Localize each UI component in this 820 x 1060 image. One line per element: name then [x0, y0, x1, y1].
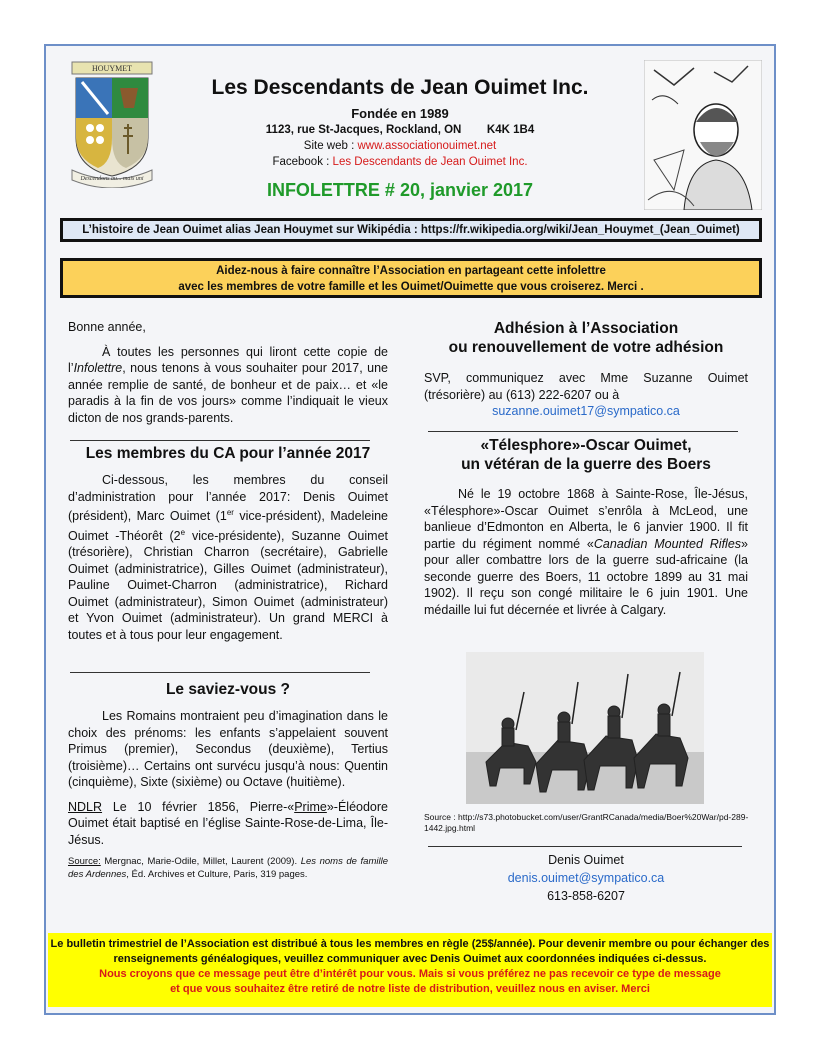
signature-phone: 613-858-6207 — [547, 889, 625, 903]
ca-text-b: vice-président), Madeleine Ouimet -Théorêt (2 — [68, 509, 388, 543]
signature-email-link[interactable]: denis.ouimet@sympatico.ca — [507, 871, 665, 885]
footer-notice — [48, 933, 772, 1007]
intro-paragraph — [68, 344, 388, 427]
facebook-label: Facebook : — [272, 156, 333, 168]
ndlr-label: NDLR — [68, 799, 103, 814]
ndlr-prime: Prime — [294, 799, 327, 814]
oscar-regiment: Canadian Mounted Rifles — [593, 536, 742, 551]
footer-unsubscribe-line-2: et que vous souhaitez être retiré de notre liste de distribution, veuillez nous en aviser. Merci — [170, 983, 650, 995]
ndlr-text-b: »-Éléodore Ouimet était baptisé en l’église Sainte-Rose-de-Lima, Île-Jésus. — [68, 799, 388, 847]
adhesion-heading-line-2: ou renouvellement de votre adhésion — [448, 339, 724, 356]
ca-paragraph — [68, 472, 388, 643]
footer-membership-text: Le bulletin trimestriel de l’Association est distribué à tous les membres en règle (25$/année). Pour devenir membre ou pour échanger des renseignements généalogiques, veuillez communiquer avec Denis Ouimet aux coordonnées indiquées ci-dessus. — [50, 938, 770, 965]
facebook-link[interactable]: Les Descendants de Jean Ouimet Inc. — [332, 156, 528, 168]
ca-text-c: vice-présidente), Suzanne Ouimet (trésorière), Christian Charron (secrétaire), Gabrielle Ouimet (administratrice), Gilles Ouimet (administrateur), Pauline Ouimet-Charron (administratrice), Richard Ouimet (administrateur), Simon Ouimet (administrateur) et Yvon Ouimet (administrateur). Un grand MERCI à toutes et à tous pour leur engagement. — [68, 528, 388, 642]
oscar-section — [424, 486, 748, 618]
ca-sup-1: er — [226, 508, 234, 517]
website-label: Site web : — [303, 140, 358, 152]
portrait-drawing — [644, 60, 762, 210]
svg-text:Descendons au... mais uni: Descendons au... mais uni — [80, 176, 144, 182]
source-title: Les noms de famille des Ardennes — [68, 856, 388, 880]
footer-unsubscribe-line-1: Nous croyons que ce message peut être d’intérêt pour vous. Mais si vous préférez ne pas recevoir ce type de message — [99, 968, 721, 980]
ndlr-paragraph — [68, 799, 388, 849]
ca-heading: Les membres du CA pour l’année 2017 — [85, 445, 371, 462]
facebook-line — [160, 156, 640, 168]
oscar-heading-line-1: «Télesphore»-Oscar Ouimet, — [480, 437, 692, 454]
oscar-text-b: » pour aller combattre lors de la guerre sud-africaine (la seconde guerre des Boers, 11 octobre 1899 au 31 mai 1902). Il reçu son congé militaire le 6 juin 1901. Une médaille lui fut décernée et livrée à Calgary. — [424, 536, 748, 617]
share-line-1: Aidez-nous à faire connaître l’Association en partageant cette infolettre — [216, 265, 606, 277]
divider — [70, 440, 370, 441]
divider — [70, 672, 370, 673]
saviez-section — [68, 708, 388, 881]
signature-name: Denis Ouimet — [548, 853, 624, 867]
intro-text-b: , nous tenons à vous souhaiter pour 2017, une année remplie de santé, de bonheur et de paix… et «le paradis à la fin de vos jours» comme l’indiquait le vieux dicton de nos grands-parents. — [68, 361, 388, 425]
intro-emphasis: Infolettre — [73, 361, 123, 375]
oscar-text-a: Né le 19 octobre 1868 à Sainte-Rose, Île-Jésus, «Télesphore»-Oscar Ouimet s’enrôla à McLeod, une banlieue d’Edmonton en Alberta, le 6 janvier 1900. Il fit partie du régiment nommé « — [424, 487, 748, 551]
website-line — [160, 140, 640, 152]
saviez-heading: Le saviez-vous ? — [165, 681, 291, 698]
wikipedia-banner[interactable]: L’histoire de Jean Ouimet alias Jean Houymet sur Wikipédia : https://fr.wikipedia.org/wiki/Jean_Houymet_(Jean_Ouimet) — [60, 218, 762, 242]
ca-text-a: Ci-dessous, les membres du conseil d’administration pour l’année 2017: Denis Ouimet (président), Marc Ouimet (1 — [68, 473, 388, 524]
signature-block — [424, 851, 748, 905]
greeting: Bonne année, — [68, 320, 146, 334]
ca-sup-2: e — [180, 527, 186, 537]
greeting-section — [68, 319, 388, 426]
adhesion-heading — [424, 319, 748, 357]
source-text-b: , Éd. Archives et Culture, Paris, 319 pages. — [126, 868, 308, 880]
saviez-paragraph: Les Romains montraient peu d’imagination dans le choix des prénoms: les enfants s’appelaient souvent Primus (premier), Secondus (deuxième), Tertius (troisième)… Certains ont survécu jusqu’à nous: Quentin (cinquième), Sixte (sixième) ou Octave (huitième). — [68, 709, 388, 789]
address: 1123, rue St-Jacques, Rockland, ON K4K 1B4 — [265, 124, 535, 136]
adhesion-section — [424, 370, 748, 420]
source-text-a: Mergnac, Marie-Odile, Millet, Laurent (2009). — [100, 856, 301, 867]
oscar-paragraph — [424, 486, 748, 618]
source-label: Source: — [68, 856, 101, 867]
svg-text:HOUYMET: HOUYMET — [92, 64, 132, 73]
divider — [428, 431, 738, 432]
divider — [428, 846, 742, 847]
coat-of-arms-logo — [68, 58, 156, 188]
organization-title: Les Descendants de Jean Ouimet Inc. — [211, 76, 589, 99]
ca-section — [68, 472, 388, 643]
photo-source: Source : http://s73.photobucket.com/user/GrantRCanada/media/Boer%20War/pd-289-1442.jpg.html — [424, 812, 749, 833]
treasurer-email-link[interactable]: suzanne.ouimet17@sympatico.ca — [492, 404, 680, 418]
newsletter-issue: INFOLETTRE # 20, janvier 2017 — [266, 180, 534, 200]
website-link[interactable]: www.associationouimet.net — [357, 140, 497, 152]
founded-date: Fondée en 1989 — [351, 106, 449, 121]
oscar-heading — [424, 436, 748, 474]
adhesion-text: SVP, communiquez avec Mme Suzanne Ouimet (trésorière) au (613) 222-6207 ou à — [424, 371, 748, 402]
intro-text-a: À toutes les personnes qui liront cette copie de l’ — [68, 344, 388, 375]
ndlr-text-a: Le 10 février 1856, Pierre-« — [102, 799, 295, 814]
oscar-heading-line-2: un vétéran de la guerre des Boers — [461, 456, 711, 473]
cavalry-photo — [466, 652, 704, 804]
share-line-2: avec les membres de votre famille et les Ouimet/Ouimette que vous croiserez. Merci . — [178, 281, 644, 293]
adhesion-heading-line-1: Adhésion à l’Association — [493, 320, 679, 337]
source-citation — [68, 856, 388, 881]
share-banner — [60, 258, 762, 298]
